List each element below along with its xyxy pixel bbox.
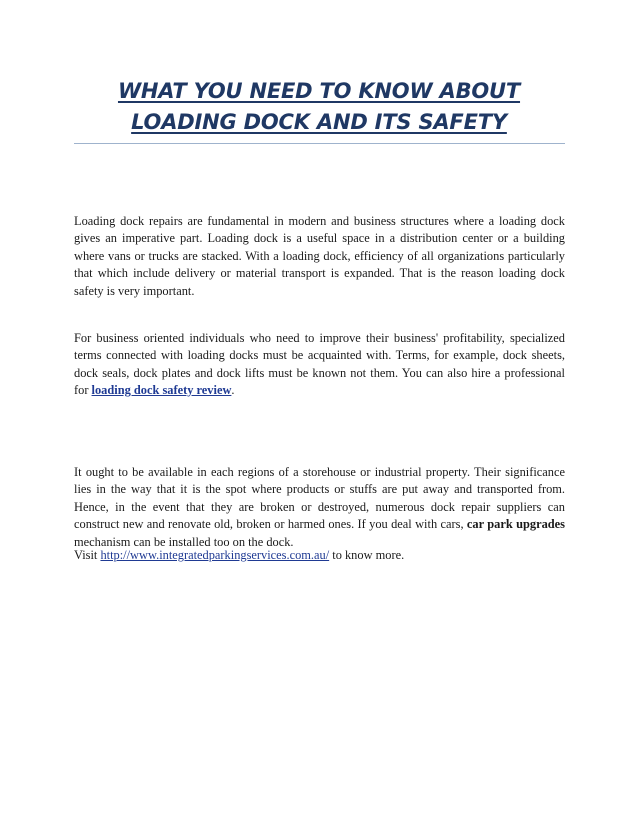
paragraph-significance-text: It ought to be available in each regions of a storehouse or industrial property. Their significance lies in the way that it is the spot where products or stuffs are put away and transported from. Hence, in the event that they are broken or destroyed, numerous dock repair suppliers can construct new and renovate old, broken or harmed ones. If you deal with cars,: [74, 465, 565, 532]
website-link[interactable]: http://www.integratedparkingservices.com.au/: [100, 548, 330, 562]
paragraph-intro: Loading dock repairs are fundamental in modern and business structures where a loading dock gives an imperative part. Loading dock is a useful space in a distribution center or a building where vans or trucks are stacked. With a loading dock, efficiency of all organizations particularly that which include delivery or material transport is expanded. That is the reason loading dock safety is very important.: [74, 214, 565, 298]
car-park-upgrades-text: car park upgrades: [466, 517, 565, 532]
title-divider: [74, 143, 565, 144]
document-title: [74, 76, 564, 138]
visit-suffix: to know more.: [329, 548, 405, 562]
paragraph-significance: [74, 464, 565, 551]
paragraph-terms-text: For business oriented individuals who need to improve their business' profitability, specialized terms connected with loading docks must be acquainted with. Terms, for example, dock sheets, dock seals, dock plates and dock lifts must be known not them. You can also hire a professional for: [74, 331, 565, 398]
visit-prefix: Visit: [74, 548, 101, 562]
title-line-2: LOADING DOCK AND ITS SAFETY: [131, 110, 507, 134]
paragraph-terms-end: .: [231, 383, 235, 398]
loading-dock-safety-review-link[interactable]: loading dock safety review: [91, 383, 232, 398]
paragraph-significance-end: mechanism can be installed too on the dock.: [74, 534, 294, 549]
paragraph-terms: [74, 330, 565, 400]
paragraph-visit: [74, 547, 565, 564]
title-line-1: WHAT YOU NEED TO KNOW ABOUT: [117, 79, 521, 103]
